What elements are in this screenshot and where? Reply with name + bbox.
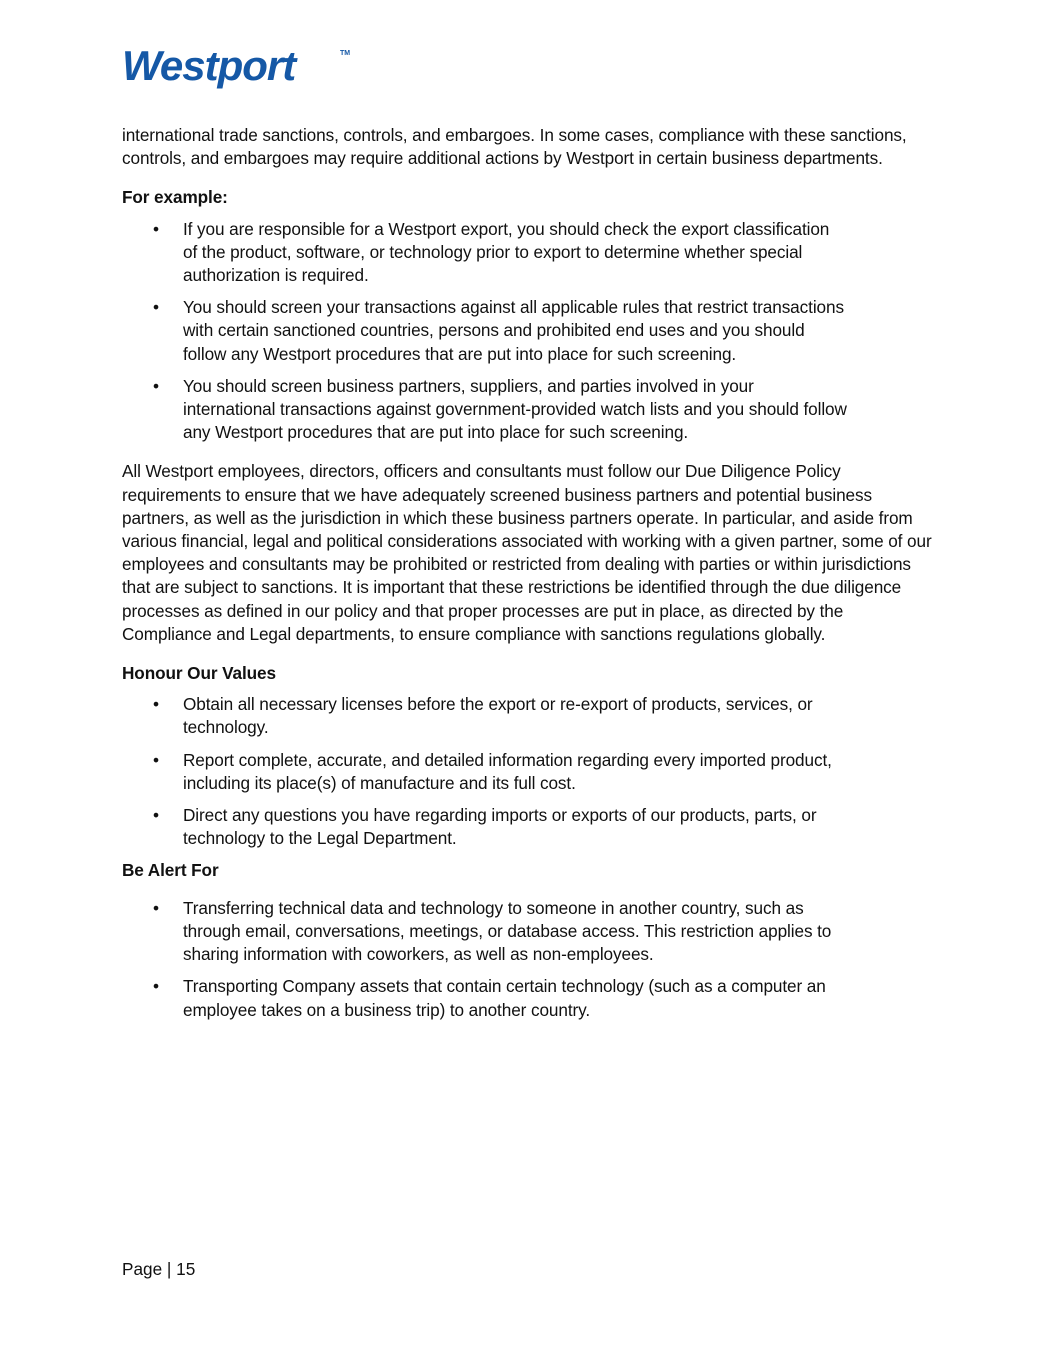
bullet-icon: • — [153, 976, 159, 997]
list-item — [122, 804, 848, 850]
list-item — [122, 897, 848, 967]
westport-logo — [122, 44, 354, 90]
bullet-icon: • — [153, 805, 159, 826]
values-heading: Honour Our Values — [122, 663, 276, 684]
bullet-icon: • — [153, 218, 159, 239]
list-item-text: If you are responsible for a Westport export, you should check the export classification of the product, software, or technology prior to export to determine whether special authorization is required. — [183, 218, 830, 286]
list-item — [122, 218, 848, 288]
intro-paragraph: international trade sanctions, controls, and embargoes. In some cases, compliance with these sanctions, controls, and embargoes may require additional actions by Westport in certain business departments. — [122, 125, 907, 169]
alert-heading: Be Alert For — [122, 860, 219, 881]
list-item-text: Transferring technical data and technology to someone in another country, such as through email, conversations, meetings, or database access. This restriction applies to sharing information with coworkers, as well as non-employees. — [183, 897, 832, 965]
list-item — [122, 693, 848, 739]
list-item — [122, 749, 848, 795]
list-item-text: Report complete, accurate, and detailed information regarding every imported product, including its place(s) of manufacture and its full cost. — [183, 749, 832, 793]
list-item-text: You should screen business partners, suppliers, and parties involved in your international transactions against government-provided watch lists and you should follow any Westport procedures that are put into place for such screening. — [183, 375, 847, 443]
document-body — [122, 124, 937, 1031]
example-list — [122, 218, 937, 445]
list-item-text: You should screen your transactions against all applicable rules that restrict transactions with certain sanctioned countries, persons and prohibited end uses and you should follow any Westport procedures that are put into place for such screening. — [183, 297, 844, 364]
svg-text:Westport: Westport — [122, 44, 296, 89]
list-item — [122, 375, 848, 445]
bullet-icon: • — [153, 749, 159, 770]
bullet-icon: • — [153, 375, 159, 396]
list-item — [122, 296, 848, 366]
bullet-icon: • — [153, 897, 159, 918]
alert-list — [122, 897, 937, 1022]
bullet-icon: • — [153, 297, 159, 318]
bullet-icon: • — [153, 694, 159, 715]
values-list — [122, 693, 937, 850]
list-item-text: Obtain all necessary licenses before the export or re-export of products, services, or technology. — [183, 694, 813, 738]
due-diligence-paragraph: All Westport employees, directors, officers and consultants must follow our Due Diligence Policy requirements to ensure that we have adequately screened business partners and potential business partners, as well as the jurisdiction in which these business partners operate. In particular, and aside from various financial, legal and political considerations associated with working with a given partner, some of our employees and consultants may be prohibited or restricted from dealing with parties or within jurisdictions that are subject to sanctions. It is important that these restrictions be identified through the due diligence processes as defined in our policy and that proper processes are put in place, as directed by the Compliance and Legal departments, to ensure compliance with sanctions regulations globally. — [122, 461, 932, 644]
page-number: Page | 15 — [122, 1259, 196, 1279]
svg-text:TM: TM — [340, 50, 351, 57]
list-item-text: Direct any questions you have regarding imports or exports of our products, parts, or technology to the Legal Department. — [183, 805, 817, 849]
example-heading: For example: — [122, 187, 228, 208]
list-item — [122, 975, 848, 1021]
list-item-text: Transporting Company assets that contain certain technology (such as a computer an employee takes on a business trip) to another country. — [183, 976, 826, 1020]
